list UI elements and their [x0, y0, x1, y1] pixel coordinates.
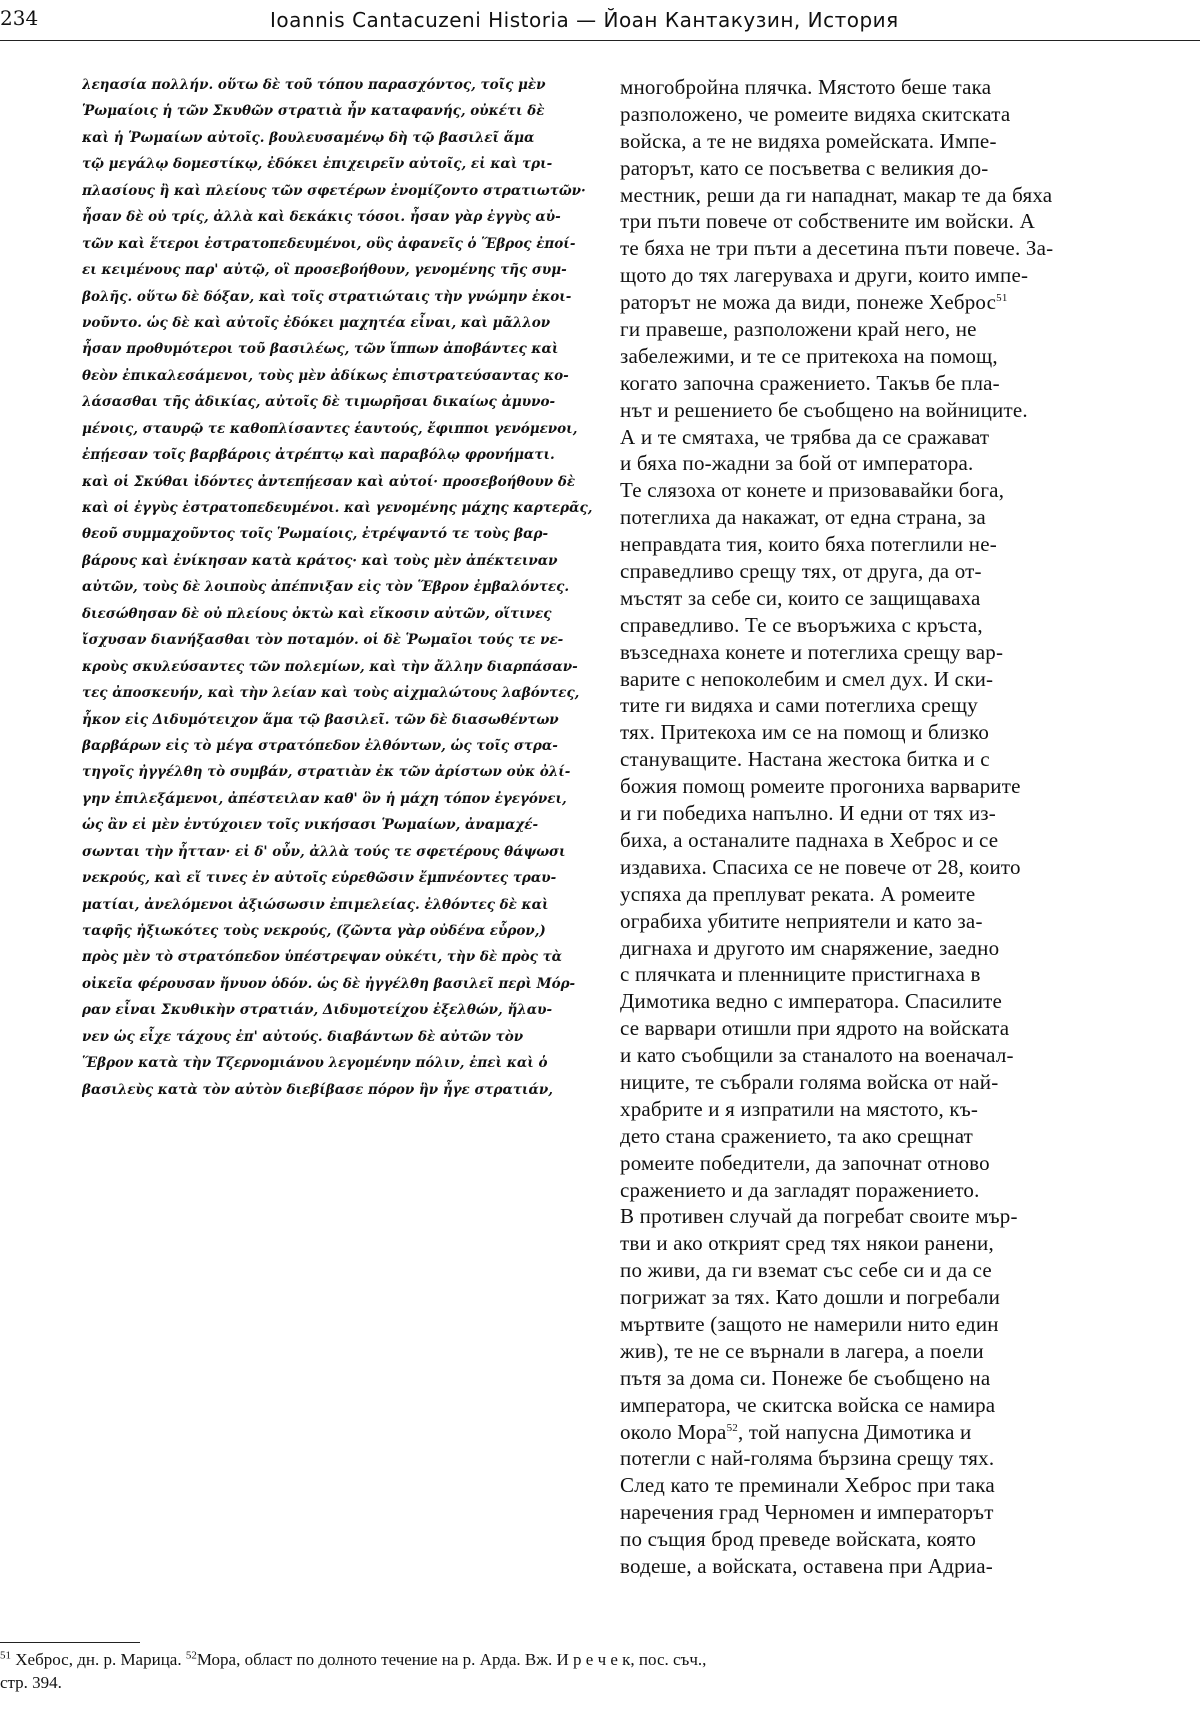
- bulgarian-text-line: [620, 289, 1190, 316]
- bulgarian-text-line: [620, 450, 1190, 477]
- footnote-number: 51: [0, 1649, 11, 1662]
- bulgarian-text-line: [620, 262, 1190, 289]
- line-text: потегли с най-голяма бързина срещу тях.: [620, 1446, 995, 1471]
- bulgarian-text-line: [620, 1257, 1190, 1284]
- line-text: А и те смятаха, че трябва да се сражават: [620, 424, 990, 449]
- bulgarian-text-line: [620, 1392, 1190, 1419]
- line-text: жив), те не се върнали в лагера, а поели: [620, 1338, 984, 1363]
- bulgarian-text-line: [620, 424, 1190, 451]
- line-text: В противен случай да погребат своите мър-: [620, 1204, 1018, 1229]
- bulgarian-text-line: [620, 504, 1190, 531]
- line-text: те бяха не три пъти а десетина пъти повече. За-: [620, 236, 1054, 261]
- greek-text-line: τῷ μεγάλῳ δομεστίκῳ, ἐδόκει ἐπιχειρεῖν αὐτοῖς, εἰ καὶ τρι-: [82, 156, 553, 173]
- footnotes: [0, 1648, 1200, 1694]
- bulgarian-text-line: [620, 1042, 1190, 1069]
- bulgarian-text-line: [620, 370, 1190, 397]
- line-text: ограбиха убитите неприятели и като за-: [620, 908, 983, 933]
- bulgarian-text-line: [620, 881, 1190, 908]
- bulgarian-text-line: [620, 988, 1190, 1015]
- line-text: по същия брод преведе войската, която: [620, 1527, 977, 1552]
- bulgarian-text-line: [620, 1365, 1190, 1392]
- bulgarian-text-line: [620, 639, 1190, 666]
- bulgarian-text-line: [620, 666, 1190, 693]
- line-text: биха, а останалите паднаха в Хеброс и се: [620, 827, 999, 852]
- greek-text-line: θεοῦ συμμαχοῦντος τοῖς Ῥωμαίοις, ἐτρέψαντό τε τοὺς βαρ-: [82, 526, 549, 543]
- greek-text-line: ἐπῄεσαν τοῖς βαρβάροις ἀτρέπτῳ καὶ παραβόλῳ φρονήματι.: [82, 447, 555, 464]
- line-text: успяха да преплуват реката. А ромеите: [620, 881, 976, 906]
- bulgarian-text-line: [620, 343, 1190, 370]
- greek-text-line: ματίαι, ἀνελόμενοι ἀξιώσωσιν ἐπιμελείας. ἐλθόντες δὲ καὶ: [82, 896, 549, 913]
- running-title: Ioannis Cantacuzeni Historia — Йоан Кантакузин, История: [270, 8, 899, 32]
- line-text: справедливо срещу тях, от друга, да от-: [620, 559, 982, 584]
- line-text: и като съобщили за станалото на военачал-: [620, 1043, 1014, 1068]
- line-text: , той напусна Димотика и: [737, 1419, 972, 1444]
- line-text: местник, реши да ги нападнат, макар те да бяха: [620, 182, 1053, 207]
- bulgarian-text-line: [620, 961, 1190, 988]
- bulgarian-text-line: [620, 1123, 1190, 1150]
- bulgarian-text-line: [620, 1553, 1190, 1580]
- greek-text-line: οἰκεῖα φέρουσαν ἤνυον ὁδόν. ὡς δὲ ἠγγέλθη βασιλεῖ περὶ Μόρ-: [82, 975, 576, 992]
- greek-text-line: σωνται τὴν ἧτταν· εἰ δ' οὖν, ἀλλὰ τούς τε σφετέρους θάψωσι: [82, 843, 566, 860]
- greek-text-line: νεκρούς, καὶ εἴ τινες ἐν αὐτοῖς εὑρεθῶσιν ἔμπνέοντες τραυ-: [82, 870, 557, 887]
- greek-text-line: ραν εἶναι Σκυθικὴν στρατιάν, Διδυμοτείχου ἐξελθών, ἤλαυ-: [82, 1002, 553, 1019]
- line-text: неправдата тия, които бяха потеглили не-: [620, 532, 997, 557]
- greek-text-column: [82, 72, 602, 1103]
- footnote-ref: 51: [996, 292, 1008, 305]
- greek-text-line: μένοις, σταυρῷ τε καθοπλίσαντες ἑαυτούς, ἔφιπποι γενόμενοι,: [82, 420, 578, 437]
- line-text: нът и решението бе съобщено на войниците.: [620, 397, 1028, 422]
- bulgarian-text-line: [620, 1203, 1190, 1230]
- greek-text-line: πρὸς μὲν τὸ στρατόπεδον ὑπέστρεψαν οὐκέτι, τὴν δὲ πρὸς τὰ: [82, 949, 563, 966]
- bulgarian-text-line: [620, 316, 1190, 343]
- line-text: се варвари отишли при ядрото на войската: [620, 1016, 1010, 1041]
- line-text: разположено, че ромеите видяха скитската: [620, 101, 1011, 126]
- greek-text-line: τες ἀποσκευήν, καὶ τὴν λείαν καὶ τοὺς αἰχμαλώτους λαβόντες,: [82, 685, 580, 702]
- bulgarian-text-line: [620, 101, 1190, 128]
- bulgarian-text-line: [620, 208, 1190, 235]
- line-text: мъстят за себе си, които се защищаваха: [620, 585, 981, 610]
- bulgarian-text-line: [620, 935, 1190, 962]
- bulgarian-text-line: [620, 1230, 1190, 1257]
- bulgarian-text-line: [620, 1338, 1190, 1365]
- greek-text-line: πλασίους ἢ καὶ πλείους τῶν σφετέρων ἐνομίζοντο στρατιωτῶν·: [82, 182, 586, 199]
- line-text: божия помощ ромеите прогониха варварите: [620, 774, 1021, 799]
- line-text: и ги победиха напълно. И едни от тях из-: [620, 801, 996, 826]
- bulgarian-text-line: [620, 746, 1190, 773]
- greek-text-line: κροὺς σκυλεύσαντες τῶν πολεμίων, καὶ τὴν ἄλλην διαρπάσαν-: [82, 658, 578, 675]
- line-text: ромеите победители, да започнат отново: [620, 1150, 990, 1175]
- footnote-text: Мора, област по долното течение на р. Арда. Вж. И р е ч е к, пос. съч.,: [196, 1650, 707, 1669]
- line-text: потеглиха да накажат, от една страна, за: [620, 505, 986, 530]
- line-text: След като те преминали Хеброс при така: [620, 1473, 995, 1498]
- line-text: издавиха. Спасиха се не повече от 28, които: [620, 854, 1021, 879]
- line-text: щото до тях лагеруваха и други, които импе-: [620, 263, 1029, 288]
- greek-text-line: τῶν καὶ ἕτεροι ἐστρατοπεδευμένοι, οὓς ἀφανεῖς ὁ Ἕβρος ἐποί-: [82, 235, 576, 252]
- bulgarian-text-line: [620, 1096, 1190, 1123]
- line-text: ги правеше, разположени край него, не: [620, 317, 977, 342]
- bulgarian-text-column: [620, 74, 1190, 1580]
- greek-text-line: αὐτῶν, τοὺς δὲ λοιποὺς ἀπέπνιξαν εἰς τὸν Ἕβρον ἐμβαλόντες.: [82, 579, 570, 596]
- bulgarian-text-line: [620, 1472, 1190, 1499]
- greek-text-line: ει κειμένους παρ' αὐτῷ, οἳ προσεβοήθουν, γενομένης τῆς συμ-: [82, 262, 567, 279]
- greek-text-line: καὶ οἱ ἐγγὺς ἐστρατοπεδευμένοι. καὶ γενομένης μάχης καρτερᾶς,: [82, 500, 593, 516]
- bulgarian-text-line: [620, 235, 1190, 262]
- line-text: Димотика ведно с императора. Спасилите: [620, 989, 1003, 1014]
- greek-text-line: Ἕβρον κατὰ τὴν Τζερνομιάνου λεγομένην πόλιν, ἐπεὶ καὶ ὁ: [82, 1055, 548, 1072]
- bulgarian-text-line: [620, 1015, 1190, 1042]
- line-text: многобройна плячка. Мястото беше така: [620, 75, 992, 99]
- greek-text-line: βάρους καὶ ἐνίκησαν κατὰ κράτος· καὶ τοὺς μὲν ἀπέκτειναν: [82, 552, 558, 569]
- footnote-ref: 52: [726, 1421, 738, 1434]
- line-text: раторът не можа да види, понеже Хеброс: [620, 290, 997, 315]
- line-text: войска, а те не видяха ромейската. Импе-: [620, 128, 997, 153]
- footnote-continuation: стр. 394.: [0, 1673, 62, 1692]
- line-text: раторът, като се посъветва с великия до-: [620, 155, 989, 180]
- bulgarian-text-line: [620, 155, 1190, 182]
- line-text: погрижат за тях. Като дошли и погребали: [620, 1285, 1001, 1310]
- bulgarian-text-line: [620, 397, 1190, 424]
- footnote-number: 52: [185, 1649, 197, 1662]
- bulgarian-text-line: [620, 182, 1190, 209]
- bulgarian-text-line: [620, 585, 1190, 612]
- line-text: варите с непоколебим и смел дух. И ски-: [620, 666, 994, 691]
- line-text: дето стана сражението, та ако срещнат: [620, 1123, 974, 1148]
- greek-text-line: νεν ὡς εἶχε τάχους ἐπ' αὐτούς. διαβάντων δὲ αὐτῶν τὸν: [82, 1028, 524, 1045]
- line-text: императора, че скитска войска се намира: [620, 1392, 996, 1417]
- bulgarian-text-line: [620, 477, 1190, 504]
- line-text: възседнаха конете и потеглиха срещу вар-: [620, 639, 1004, 664]
- footnote-line: [0, 1648, 1200, 1671]
- bulgarian-text-line: [620, 1526, 1190, 1553]
- line-text: справедливо. Те се въоръжиха с кръста,: [620, 612, 983, 637]
- bulgarian-text-line: [620, 612, 1190, 639]
- line-text: пътя за дома си. Понеже бе съобщено на: [620, 1365, 991, 1390]
- bulgarian-text-line: [620, 1499, 1190, 1526]
- greek-text-line: Ῥωμαίοις ἡ τῶν Σκυθῶν στρατιὰ ἦν καταφανής, οὐκέτι δὲ: [82, 103, 545, 120]
- greek-text-line: βαρβάρων εἰς τὸ μέγα στρατόπεδον ἐλθόντων, ὡς τοῖς στρα-: [82, 737, 558, 754]
- line-text: ниците, те събрали голяма войска от най-: [620, 1069, 999, 1094]
- bulgarian-text-line: [620, 827, 1190, 854]
- line-text: около Мора: [620, 1419, 727, 1444]
- greek-text-line: λάσασθαι τῆς ἀδικίας, αὐτοῖς δὲ τιμωρῆσαι δικαίως ἀμυνο-: [82, 394, 556, 411]
- greek-text-line: λεηασία πολλήν. οὕτω δὲ τοῦ τόπου παρασχόντος, τοῖς μὲν: [82, 77, 546, 93]
- greek-text-line: γην ἐπιλεξάμενοι, ἀπέστειλαν καθ' ὃν ἡ μάχη τόπον ἐγεγόνει,: [82, 790, 567, 807]
- greek-text-line: βολῆς. οὕτω δὲ δόξαν, καὶ τοῖς στρατιώταις τὴν γνώμην ἐκοι-: [82, 288, 572, 305]
- footnote-text: Хеброс, дн. р. Марица.: [15, 1650, 182, 1669]
- line-text: тях. Притекоха им се на помощ и близко: [620, 720, 990, 745]
- greek-text-line: ἦσαν δὲ οὐ τρίς, ἀλλὰ καὶ δεκάκις τόσοι. ἦσαν γὰρ ἐγγὺς αὐ-: [82, 209, 561, 226]
- bulgarian-text-line: [620, 74, 1190, 101]
- bulgarian-text-line: [620, 128, 1190, 155]
- running-header: [0, 0, 1200, 41]
- line-text: забележими, и те се притекоха на помощ,: [620, 343, 998, 368]
- greek-text-line: ὡς ἂν εἰ μὲν ἐντύχοιεν τοῖς νικήσασι Ῥωμαίων, ἀναμαχέ-: [82, 817, 539, 834]
- greek-text-line: ἴσχυσαν διανήξασθαι τὸν ποταμόν. οἱ δὲ Ῥωμαῖοι τούς τε νε-: [82, 632, 564, 649]
- line-text: тите ги видяха и сами потеглиха срещу: [620, 693, 978, 718]
- bulgarian-text-line: [620, 800, 1190, 827]
- line-text: и бяха по-жадни за бой от императора.: [620, 451, 974, 476]
- bulgarian-text-line: [620, 1419, 1190, 1446]
- line-text: тви и ако открият сред тях някои ранени,: [620, 1231, 994, 1256]
- line-text: сражението и да загладят поражението.: [620, 1177, 980, 1202]
- line-text: Те слязоха от конете и призовавайки бога,: [620, 478, 1005, 503]
- line-text: дигнаха и другото им снаряжение, заедно: [620, 935, 1000, 960]
- line-text: три пъти повече от собствените им войски. А: [620, 209, 1035, 234]
- line-text: когато започна сражението. Такъв бе пла-: [620, 370, 1000, 395]
- line-text: мъртвите (защото не намерили нито един: [620, 1311, 999, 1336]
- line-text: храбрите и я изпратили на мястото, къ-: [620, 1096, 979, 1121]
- bulgarian-text-line: [620, 1069, 1190, 1096]
- bulgarian-text-line: [620, 531, 1190, 558]
- bulgarian-text-line: [620, 854, 1190, 881]
- greek-text-line: διεσώθησαν δὲ οὐ πλείους ὀκτὼ καὶ εἴκοσιν αὐτῶν, οἵτινες: [82, 605, 552, 622]
- line-text: стануващите. Настана жестока битка и с: [620, 747, 990, 772]
- bulgarian-text-line: [620, 719, 1190, 746]
- greek-text-line: καὶ οἱ Σκύθαι ἰδόντες ἀντεπῄεσαν καὶ αὐτοί· προσεβοήθουν δὲ: [82, 473, 576, 490]
- greek-text-line: ταφῆς ἠξιωκότες τοὺς νεκρούς, (ζῶντα γὰρ οὐδένα εὗρον,): [82, 923, 546, 939]
- bulgarian-text-line: [620, 1445, 1190, 1472]
- bulgarian-text-line: [620, 692, 1190, 719]
- greek-text-line: ἦσαν προθυμότεροι τοῦ βασιλέως, τῶν ἵππων ἀποβάντες καὶ: [82, 341, 559, 358]
- greek-text-line: θεὸν ἐπικαλεσάμενοι, τοὺς μὲν ἀδίκως ἐπιστρατεύσαντας κο-: [82, 367, 569, 384]
- bulgarian-text-line: [620, 558, 1190, 585]
- bulgarian-text-line: [620, 1150, 1190, 1177]
- bulgarian-text-line: [620, 1177, 1190, 1204]
- greek-text-line: τηγοῖς ἠγγέλθη τὸ συμβάν, στρατιὰν ἐκ τῶν ἀρίστων οὐκ ὀλί-: [82, 764, 571, 781]
- page-number: 234: [0, 6, 39, 30]
- line-text: водеше, а войската, оставена при Адриа-: [620, 1553, 993, 1578]
- greek-text-line: ἧκον εἰς Διδυμότειχον ἅμα τῷ βασιλεῖ. τῶν δὲ διασωθέντων: [82, 711, 559, 728]
- bulgarian-text-line: [620, 908, 1190, 935]
- greek-text-line: βασιλεὺς κατὰ τὸν αὐτὸν διεβίβασε πόρον ἣν ἦγε στρατιάν,: [82, 1081, 553, 1098]
- line-text: с плячката и пленниците пристигнаха в: [620, 962, 981, 987]
- greek-text-line: καὶ ἡ Ῥωμαίων αὐτοῖς. βουλευσαμένῳ δὴ τῷ βασιλεῖ ἅμα: [82, 129, 535, 146]
- bulgarian-text-line: [620, 1284, 1190, 1311]
- bulgarian-text-line: [620, 1311, 1190, 1338]
- greek-text-line: νοῦντο. ὡς δὲ καὶ αὐτοῖς ἐδόκει μαχητέα εἶναι, καὶ μᾶλλον: [82, 314, 551, 331]
- line-text: по живи, да ги вземат със себе си и да се: [620, 1258, 992, 1283]
- footnote-divider: [0, 1642, 140, 1643]
- line-text: наречения град Черномен и императорът: [620, 1500, 994, 1525]
- bulgarian-text-line: [620, 773, 1190, 800]
